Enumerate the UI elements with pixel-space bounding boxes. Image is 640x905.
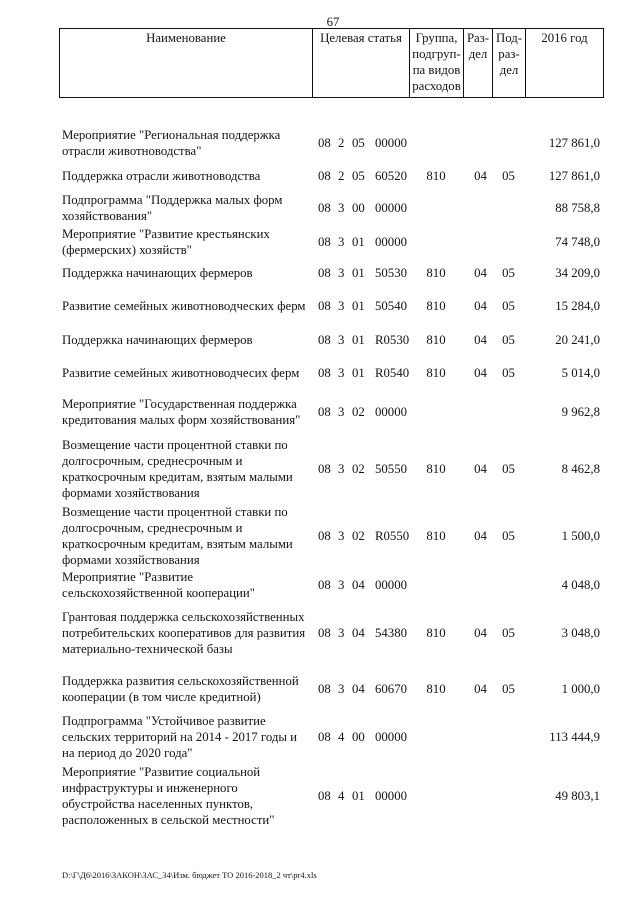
row-target-code-part: 04 xyxy=(352,626,365,640)
row-amount-2016: 9 962,8 xyxy=(561,405,600,419)
row-subsection: 05 xyxy=(502,299,515,313)
row-amount-2016: 113 444,9 xyxy=(549,730,600,744)
row-expense-group: 810 xyxy=(426,266,446,280)
row-target-code-part: 60520 xyxy=(375,169,407,183)
header-target-article: Целевая статья xyxy=(312,29,409,97)
row-amount-2016: 34 209,0 xyxy=(555,266,600,280)
row-target-code-part: 08 xyxy=(318,366,331,380)
row-target-code-part: 3 xyxy=(338,529,345,543)
row-target-code-part: 00 xyxy=(352,201,365,215)
row-section: 04 xyxy=(474,682,487,696)
row-subsection: 05 xyxy=(502,266,515,280)
row-amount-2016: 74 748,0 xyxy=(555,235,600,249)
row-target-code-part: 00000 xyxy=(375,201,407,215)
row-name: Грантовая поддержка сельскохозяйственных потребительских кооперативов для развития материально-технической базы xyxy=(62,610,306,656)
row-target-code-part: 08 xyxy=(318,626,331,640)
row-amount-2016: 15 284,0 xyxy=(555,299,600,313)
row-target-code-part: 3 xyxy=(338,333,345,347)
table-row xyxy=(0,332,640,348)
header-name: Наименование xyxy=(146,31,226,45)
row-target-code-part: 3 xyxy=(338,299,345,313)
row-target-code-part: 50530 xyxy=(375,266,407,280)
row-expense-group: 810 xyxy=(426,626,446,640)
row-target-code-part: 3 xyxy=(338,626,345,640)
table-row xyxy=(0,569,640,601)
header-section: Раз- дел xyxy=(463,29,492,97)
table-row xyxy=(0,226,640,258)
header-expense-group: Группа, подгруп- па видов расходов xyxy=(409,29,463,97)
row-target-code-part: 3 xyxy=(338,405,345,419)
row-target-code-part: 05 xyxy=(352,136,365,150)
row-target-code-part: 08 xyxy=(318,682,331,696)
row-expense-group: 810 xyxy=(426,462,446,476)
table-row xyxy=(0,609,640,657)
table-row xyxy=(0,298,640,314)
row-target-code-part: 4 xyxy=(338,730,345,744)
row-amount-2016: 127 861,0 xyxy=(548,169,600,183)
row-name: Возмещение части процентной ставки по долгосрочным, среднесрочным и краткосрочным кредитам, взятым малыми формами хозяйствования xyxy=(62,438,293,500)
row-section: 04 xyxy=(474,266,487,280)
row-target-code-part: 08 xyxy=(318,730,331,744)
table-row xyxy=(0,437,640,501)
row-target-code-part: 00 xyxy=(352,730,365,744)
row-target-code-part: 01 xyxy=(352,366,365,380)
row-section: 04 xyxy=(474,626,487,640)
page-number: 67 xyxy=(326,15,340,29)
table-row xyxy=(0,192,640,224)
table-row xyxy=(0,265,640,281)
row-target-code-part: 02 xyxy=(352,405,365,419)
row-name: Подпрограмма "Устойчивое развитие сельских территорий на 2014 - 2017 годы и на период до 2020 года" xyxy=(62,714,298,760)
row-target-code-part: 08 xyxy=(318,266,331,280)
header-year-2016: 2016 год xyxy=(525,29,603,97)
row-section: 04 xyxy=(474,299,487,313)
row-target-code-part: 3 xyxy=(338,366,345,380)
row-target-code-part: 08 xyxy=(318,333,331,347)
row-name: Мероприятие "Развитие сельскохозяйственной кооперации" xyxy=(62,570,255,600)
row-target-code-part: 01 xyxy=(352,333,365,347)
row-target-code-part: 00000 xyxy=(375,235,407,249)
row-target-code-part: 05 xyxy=(352,169,365,183)
row-name: Поддержка начинающих фермеров xyxy=(62,333,253,347)
row-subsection: 05 xyxy=(502,626,515,640)
row-subsection: 05 xyxy=(502,169,515,183)
file-path-footer: D:\Г\Д6\2016\ЗАКОН\ЗАС_34\Изм. бюджет ТО 2016-2018_2 чт\pr4.xls xyxy=(62,870,317,880)
row-section: 04 xyxy=(474,529,487,543)
table-row xyxy=(0,168,640,184)
row-name: Мероприятие "Развитие социальной инфраструктуры и инженерного обустройства населенных пунктов, расположенных в сельской местности" xyxy=(62,765,275,827)
row-section: 04 xyxy=(474,462,487,476)
row-name: Поддержка начинающих фермеров xyxy=(62,266,253,280)
row-amount-2016: 5 014,0 xyxy=(561,366,600,380)
row-target-code-part: 08 xyxy=(318,201,331,215)
row-target-code-part: 2 xyxy=(338,136,345,150)
table-row xyxy=(0,713,640,761)
row-amount-2016: 1 000,0 xyxy=(561,682,600,696)
row-target-code-part: 4 xyxy=(338,789,345,803)
row-target-code-part: 01 xyxy=(352,789,365,803)
row-section: 04 xyxy=(474,169,487,183)
row-target-code-part: 00000 xyxy=(375,405,407,419)
row-amount-2016: 20 241,0 xyxy=(555,333,600,347)
row-amount-2016: 3 048,0 xyxy=(561,626,600,640)
row-target-code-part: 08 xyxy=(318,578,331,592)
row-target-code-part: 01 xyxy=(352,235,365,249)
table-row xyxy=(0,504,640,568)
row-target-code-part: 08 xyxy=(318,169,331,183)
row-target-code-part: 00000 xyxy=(375,136,407,150)
row-target-code-part: 50540 xyxy=(375,299,407,313)
row-name: Мероприятие "Развитие крестьянских (фермерских) хозяйств" xyxy=(62,227,270,257)
row-subsection: 05 xyxy=(502,333,515,347)
row-subsection: 05 xyxy=(502,682,515,696)
row-target-code-part: R0540 xyxy=(375,366,410,380)
row-target-code-part: R0530 xyxy=(375,333,410,347)
row-amount-2016: 4 048,0 xyxy=(561,578,600,592)
row-target-code-part: 04 xyxy=(352,578,365,592)
row-name: Мероприятие "Государственная поддержка кредитования малых форм хозяйствования" xyxy=(62,397,301,427)
row-target-code-part: 00000 xyxy=(375,578,407,592)
row-amount-2016: 127 861,0 xyxy=(548,136,600,150)
row-target-code-part: 08 xyxy=(318,529,331,543)
row-target-code-part: 00000 xyxy=(375,730,407,744)
row-expense-group: 810 xyxy=(426,366,446,380)
row-target-code-part: 3 xyxy=(338,578,345,592)
row-target-code-part: 08 xyxy=(318,136,331,150)
header-subsection: Под- раз- дел xyxy=(492,29,525,97)
row-target-code-part: 01 xyxy=(352,266,365,280)
row-name: Возмещение части процентной ставки по долгосрочным, среднесрочным и краткосрочным кредитам, взятым малыми формами хозяйствования xyxy=(62,505,293,567)
row-name: Развитие семейных животноводчесих ферм xyxy=(62,366,300,380)
row-target-code-part: 54380 xyxy=(375,626,407,640)
row-target-code-part: 08 xyxy=(318,299,331,313)
row-amount-2016: 88 758,8 xyxy=(555,201,600,215)
row-section: 04 xyxy=(474,333,487,347)
row-target-code-part: 04 xyxy=(352,682,365,696)
row-target-code-part: 08 xyxy=(318,462,331,476)
row-expense-group: 810 xyxy=(426,682,446,696)
row-expense-group: 810 xyxy=(426,333,446,347)
row-expense-group: 810 xyxy=(426,299,446,313)
row-subsection: 05 xyxy=(502,462,515,476)
row-amount-2016: 1 500,0 xyxy=(561,529,600,543)
table-row xyxy=(0,764,640,828)
row-target-code-part: 08 xyxy=(318,405,331,419)
row-section: 04 xyxy=(474,366,487,380)
row-target-code-part: 00000 xyxy=(375,789,407,803)
row-target-code-part: R0550 xyxy=(375,529,410,543)
row-target-code-part: 02 xyxy=(352,462,365,476)
row-name: Поддержка развития сельскохозяйственной кооперации (в том числе кредитной) xyxy=(62,674,299,704)
row-target-code-part: 60670 xyxy=(375,682,407,696)
row-target-code-part: 3 xyxy=(338,266,345,280)
table-row xyxy=(0,365,640,381)
row-target-code-part: 08 xyxy=(318,789,331,803)
row-target-code-part: 50550 xyxy=(375,462,407,476)
row-target-code-part: 3 xyxy=(338,201,345,215)
row-name: Развитие семейных животноводческих ферм xyxy=(62,299,306,313)
table-row xyxy=(0,127,640,159)
row-target-code-part: 02 xyxy=(352,529,365,543)
row-amount-2016: 49 803,1 xyxy=(555,789,600,803)
row-target-code-part: 2 xyxy=(338,169,345,183)
row-target-code-part: 3 xyxy=(338,682,345,696)
table-row xyxy=(0,673,640,705)
row-subsection: 05 xyxy=(502,529,515,543)
row-amount-2016: 8 462,8 xyxy=(561,462,600,476)
table-row xyxy=(0,396,640,428)
row-name: Поддержка отрасли животноводства xyxy=(62,169,261,183)
row-target-code-part: 3 xyxy=(338,462,345,476)
row-name: Мероприятие "Региональная поддержка отрасли животноводства" xyxy=(62,128,281,158)
row-target-code-part: 01 xyxy=(352,299,365,313)
row-expense-group: 810 xyxy=(426,169,446,183)
row-target-code-part: 3 xyxy=(338,235,345,249)
row-expense-group: 810 xyxy=(426,529,446,543)
row-target-code-part: 08 xyxy=(318,235,331,249)
row-name: Подпрограмма "Поддержка малых форм хозяйствования" xyxy=(62,193,283,223)
row-subsection: 05 xyxy=(502,366,515,380)
